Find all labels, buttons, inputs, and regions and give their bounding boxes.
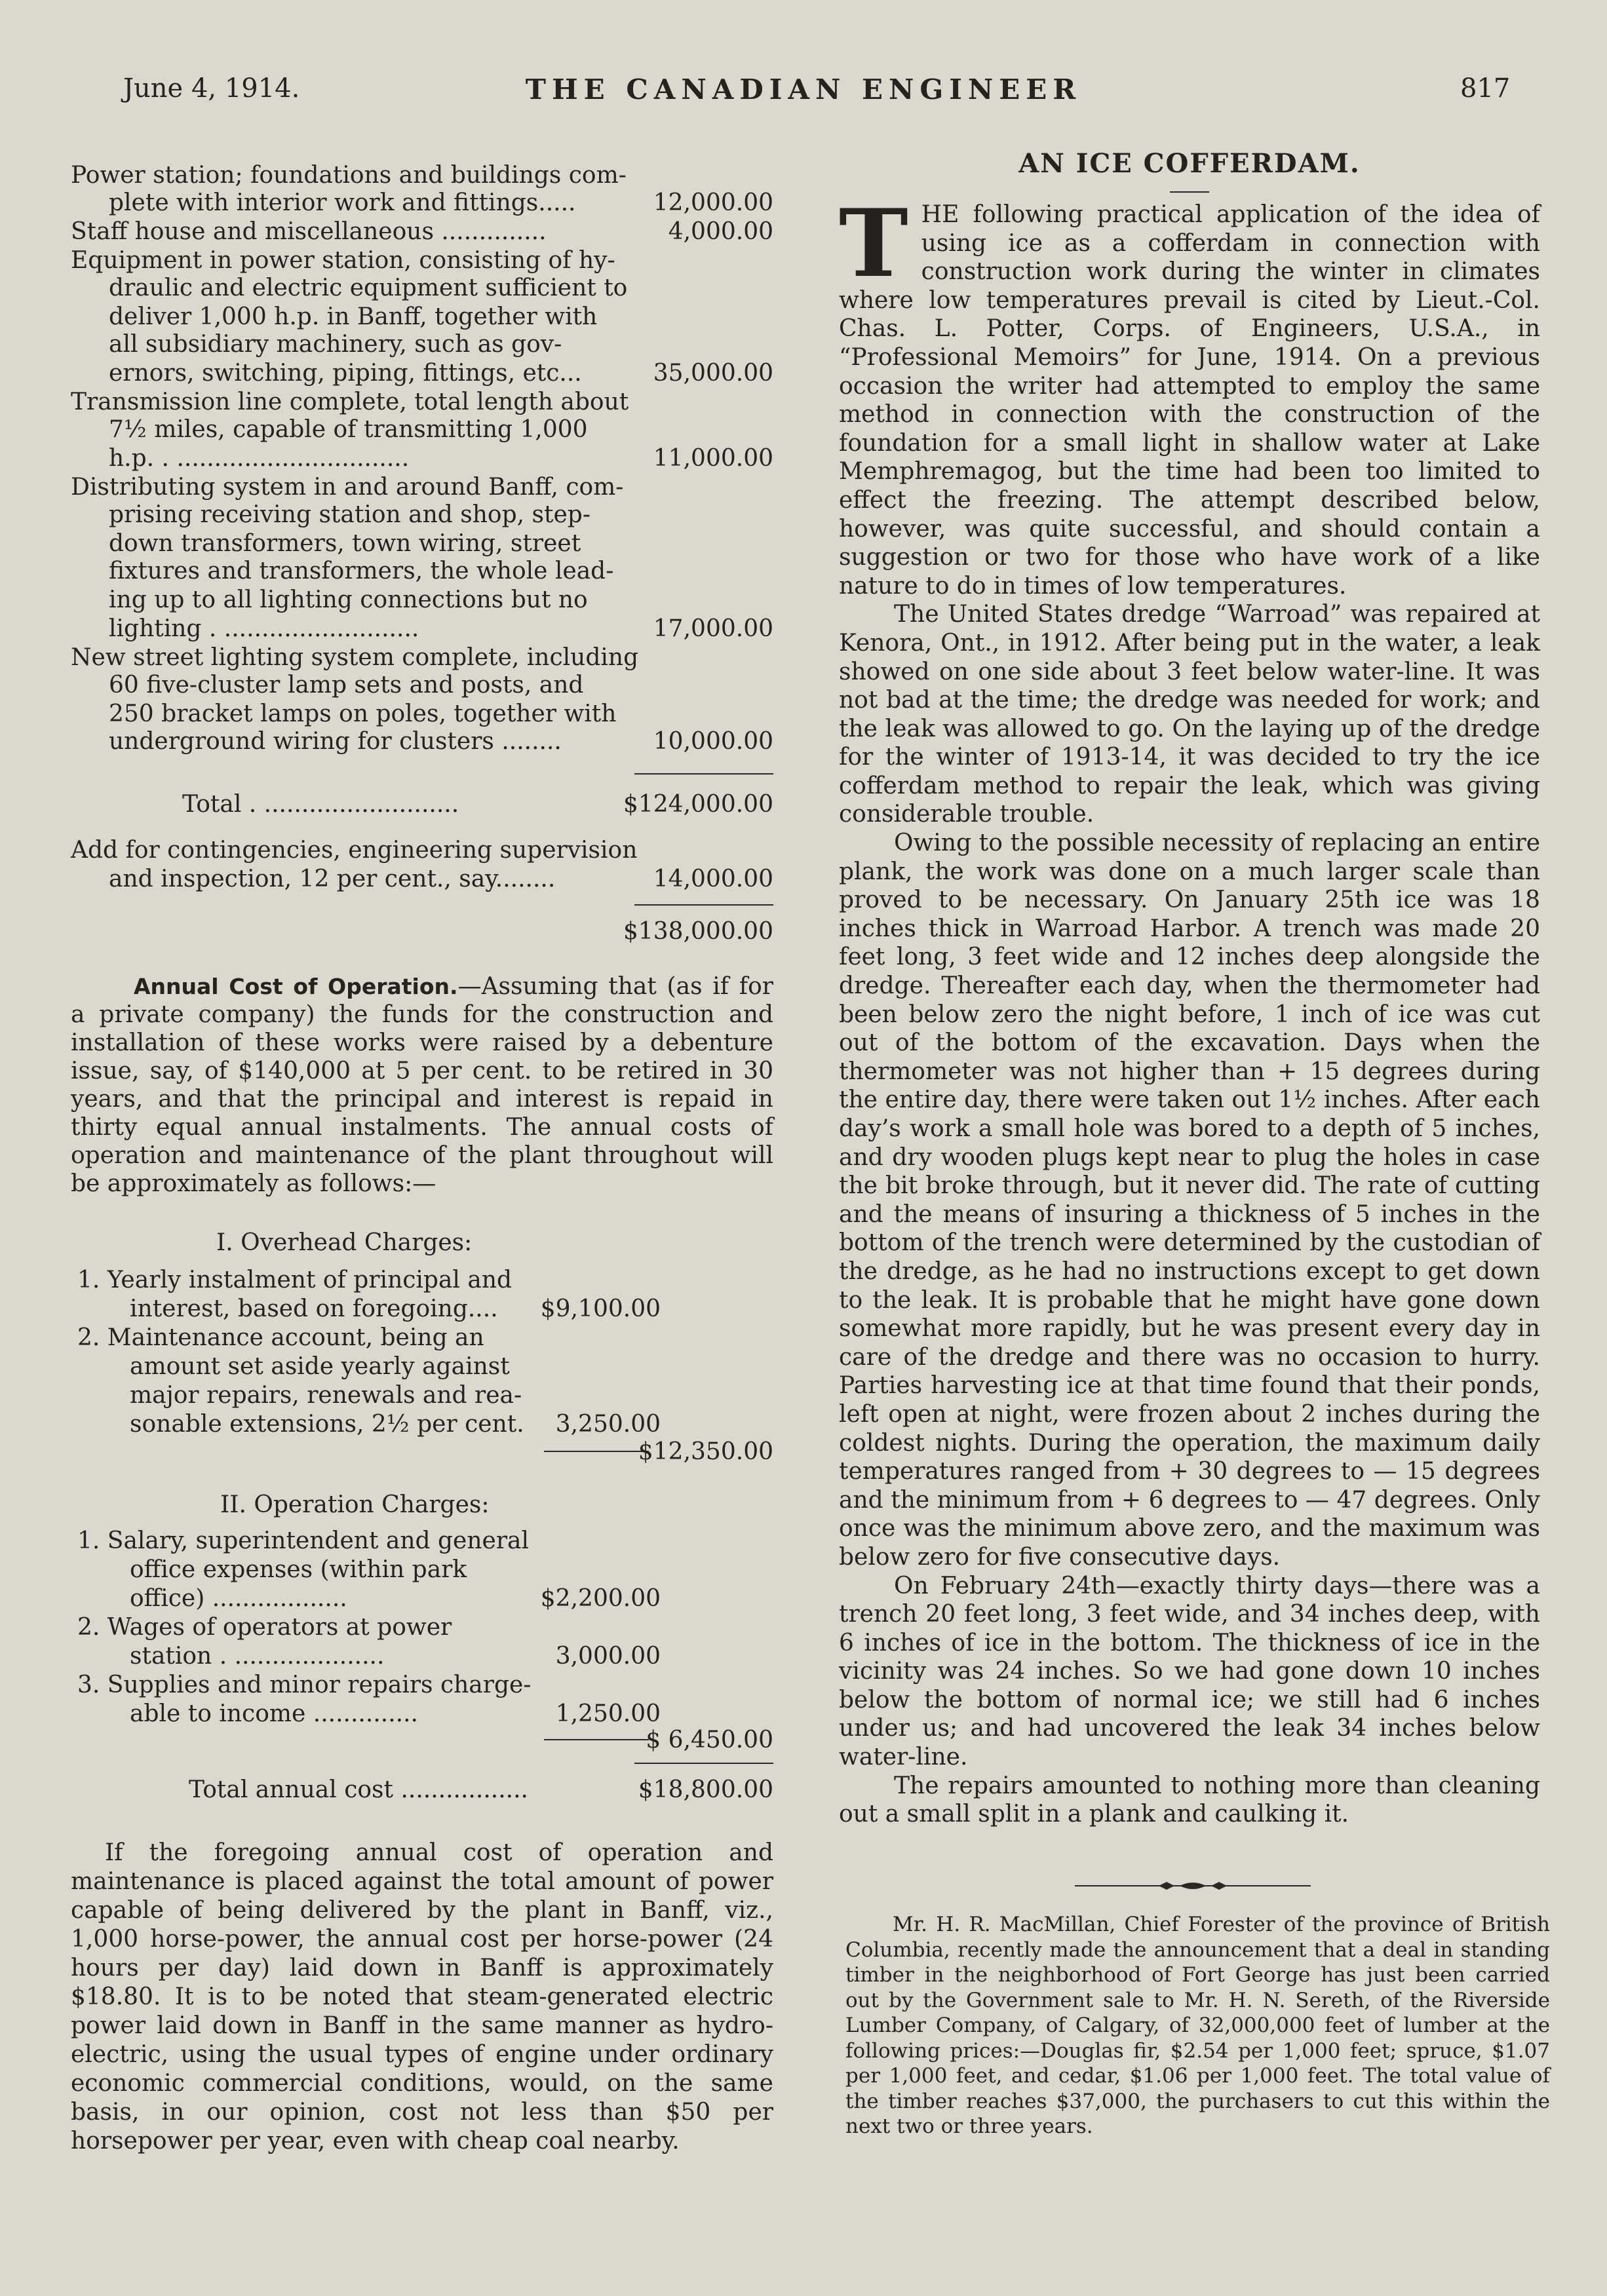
charge-row <box>77 1527 661 1556</box>
charge-row <box>77 1671 661 1700</box>
estimate-row <box>109 727 773 756</box>
annual-cost-paragraph <box>71 972 773 1198</box>
estimate-row <box>109 189 773 218</box>
charge-text: sonable extensions, 2½ per cent. <box>130 1411 524 1438</box>
annual-total-row <box>189 1776 773 1805</box>
estimate-row <box>71 161 773 190</box>
estimate-item-text: ernors, switching, piping, fittings, etc... <box>109 360 582 387</box>
contingency-amount: 14,000.00 <box>653 866 773 892</box>
estimate-total-row <box>182 790 773 819</box>
charge-text: 1. Salary, superintendent and general <box>77 1527 530 1554</box>
annual-total-amount: $18,800.00 <box>638 1776 773 1803</box>
estimate-item-text: underground wiring for clusters ........ <box>109 728 562 755</box>
estimate-amount: 11,000.00 <box>653 445 773 472</box>
page-number: 817 <box>1460 73 1511 104</box>
ornament-divider <box>1075 1876 1311 1896</box>
drop-cap: T <box>839 189 908 298</box>
charge-text: 2. Maintenance account, being an <box>77 1324 484 1351</box>
charge-amount: $9,100.00 <box>540 1295 661 1322</box>
sum-rule <box>634 773 773 775</box>
charge-amount: 3,250.00 <box>555 1411 661 1438</box>
article-paragraph: The repairs amounted to nothing more than cleaning out a small split in a plank and caulking it. <box>839 1772 1540 1828</box>
estimate-item-text: 250 bracket lamps on poles, together with <box>109 700 617 727</box>
estimate-item-text: 7½ miles, capable of transmitting 1,000 <box>109 416 588 443</box>
annual-cost-heading: Annual Cost of Operation. <box>134 974 458 999</box>
annual-cost-text: —Assuming that (as if for a private company) the funds for the construction and installation of these works were raised by a debenture issue, say, of $140,000 at 5 per cent. to be retired in 30 years, and that the principal and interest is repaid in thirty equal annual instalments. The annual costs of operation and maintenance of the plant throughout will be approximately as follows:— <box>71 973 773 1197</box>
estimate-amount: 4,000.00 <box>668 218 773 245</box>
estimate-row <box>71 246 773 275</box>
charge-text: 2. Wages of operators at power <box>77 1614 452 1641</box>
annual-total-label: Total annual cost ................. <box>189 1776 528 1803</box>
charge-text: station . .................... <box>130 1643 385 1670</box>
estimate-row <box>109 359 773 388</box>
charge-amount: 1,250.00 <box>555 1700 661 1727</box>
estimate-item-text: deliver 1,000 h.p. in Banff, together with <box>109 303 598 330</box>
total-amount: $124,000.00 <box>623 791 773 818</box>
contingency-text: Add for contingencies, engineering supervision <box>71 837 638 864</box>
title-rule <box>1170 191 1209 193</box>
estimate-amount: 17,000.00 <box>653 615 773 642</box>
charge-row <box>130 1381 661 1410</box>
sum-rule <box>544 1739 649 1740</box>
article-paragraph: Owing to the possible necessity of replacing an entire plank, the work was done on a much larger scale than proved to be necessary. On January 25th ice was 18 inches thick in Warroad Harbor. A trench was made 20 feet long, 3 feet wide and 12 inches deep alongside the dredge. Thereafter each day, when the thermometer had been below zero the night before, 1 inch of ice was cut out of the bottom of the excavation. Days when the thermometer was not higher than + 15 degrees during the entire day, there were taken out 1½ inches. After each day’s work a small hole was bored to a depth of 5 inches, and dry wooden plugs kept near to plug the holes in case the bit broke through, but it never did. The rate of cutting and the means of insuring a thickness of 5 inches in the bottom of the trench were determined by the custodian of the dredge, as he had no instructions except to get down to the leak. It is probable that he might have gone down somewhat more rapidly, but he was present every day in care of the dredge and there was no occasion to hurry. Parties harvesting ice at that time found that their ponds, left open at night, were frozen about 2 inches during the coldest nights. During the operation, the maximum daily temperatures ranged from + 30 degrees to — 15 degrees and the minimum from + 6 degrees to — 47 degrees. Only once was the minimum above zero, and the maximum was below zero for five consecutive days. <box>839 830 1540 1571</box>
estimate-item-text: Staff house and miscellaneous .............. <box>71 218 547 245</box>
charge-row <box>130 1700 661 1729</box>
contingency-text: and inspection, 12 per cent., say........ <box>109 866 556 892</box>
contingency-row <box>109 865 773 894</box>
estimate-row <box>71 388 773 417</box>
article-paragraph: The United States dredge “Warroad” was repaired at Kenora, Ont., in 1912. After being put in the water, a leak showed on one side about 3 feet below water-line. It was not bad at the time; the dredge was needed for work; and the leak was allowed to go. On the laying up of the dredge for the winter of 1913-14, it was decided to try the ice cofferdam method to repair the leak, which was giving considerable trouble. <box>839 601 1540 828</box>
operation-total-amount: $ 6,450.00 <box>646 1727 773 1753</box>
total-label: Total . .......................... <box>182 791 459 818</box>
grand-total-amount: $138,000.00 <box>623 918 773 945</box>
article-title: AN ICE COFFERDAM. <box>1018 148 1361 179</box>
article-paragraph: On February 24th—exactly thirty days—there was a trench 20 feet long, 3 feet wide, and 34 inches deep, with 6 inches of ice in the bottom. The thickness of ice in the vicinity was 24 inches. So we had gone down 10 inches below the bottom of normal ice; we still had 6 inches under us; and had uncovered the leak 34 inches below water-line. <box>839 1572 1540 1771</box>
estimate-row <box>109 415 773 444</box>
article-body <box>839 189 1540 1829</box>
estimate-row <box>109 330 773 359</box>
news-note: Mr. H. R. MacMillan, Chief Forester of the province of British Columbia, recently made the announcement that a deal in standing timber in the neighborhood of Fort George has just been carried out by the Government sale to Mr. H. N. Sereth, of the Riverside Lumber Company, of Calgary, of 32,000,000 feet of lumber at the following prices:—Douglas fir, $2.54 per 1,000 feet; spruce, $1.07 per 1,000 feet, and cedar, $1.06 per 1,000 feet. The total value of the timber reaches $37,000, the purchasers to cut this within the next two or three years. <box>845 1913 1550 2138</box>
charge-amount: $2,200.00 <box>540 1585 661 1612</box>
estimate-item-text: Transmission line complete, total length about <box>71 389 629 415</box>
charge-row <box>130 1556 661 1584</box>
charge-row <box>77 1613 661 1642</box>
estimate-amount: 35,000.00 <box>653 360 773 387</box>
charge-amount: 3,000.00 <box>555 1643 661 1670</box>
charge-text: 3. Supplies and minor repairs charge- <box>77 1672 532 1698</box>
header-date: June 4, 1914. <box>123 73 300 104</box>
estimate-item-text: 60 five-cluster lamp sets and posts, and <box>109 672 584 698</box>
estimate-item-text: New street lighting system complete, including <box>71 644 639 671</box>
article-paragraph <box>839 189 1540 600</box>
charge-row <box>130 1642 661 1671</box>
charge-row <box>130 1295 661 1324</box>
estimate-row <box>109 671 773 700</box>
estimate-row <box>71 473 773 502</box>
estimate-row <box>109 529 773 558</box>
estimate-row <box>109 444 773 473</box>
estimate-row <box>109 700 773 729</box>
estimate-amount: 12,000.00 <box>653 189 773 216</box>
charge-text: amount set aside yearly against <box>130 1353 510 1380</box>
estimate-row <box>109 501 773 529</box>
estimate-row <box>109 274 773 303</box>
estimate-item-text: lighting . .......................... <box>109 615 419 642</box>
estimate-item-text: prising receiving station and shop, step- <box>109 501 591 528</box>
estimate-row <box>109 557 773 586</box>
charge-text: 1. Yearly instalment of principal and <box>77 1267 513 1293</box>
charge-row <box>130 1352 661 1381</box>
estimate-row <box>71 643 773 672</box>
estimate-item-text: Power station; foundations and buildings com- <box>71 162 627 189</box>
estimate-item-text: draulic and electric equipment sufficient to <box>109 275 628 301</box>
estimate-row <box>109 303 773 332</box>
estimate-item-text: h.p. . ............................... <box>109 445 410 472</box>
sum-rule <box>634 904 773 906</box>
estimate-row <box>71 218 773 246</box>
contingency-row <box>71 836 773 865</box>
estimate-item-text: all subsidiary machinery, such as gov- <box>109 331 562 358</box>
estimate-item-text: ing up to all lighting connections but no <box>109 586 588 613</box>
estimate-item-text: Equipment in power station, consisting of hy- <box>71 247 615 274</box>
charge-row <box>130 1584 661 1613</box>
estimate-amount: 10,000.00 <box>653 728 773 755</box>
estimate-item-text: plete with interior work and fittings..... <box>109 189 576 216</box>
closing-paragraph: If the foregoing annual cost of operation and maintenance is placed against the total amount of power capable of being delivered by the plant in Banff, viz., 1,000 horse-power, the annual cost per horse-power (24 hours per day) laid down in Banff is approximately $18.80. It is to be noted that steam-generated electric power laid down in Banff in the same manner as hydro-electric, using the usual types of engine under ordinary economic commercial conditions, would, on the same basis, in our opinion, cost not less than $50 per horsepower per year, even with cheap coal nearby. <box>71 1839 773 2154</box>
charge-row <box>130 1410 661 1439</box>
overhead-heading: I. Overhead Charges: <box>216 1229 473 1256</box>
charge-text: interest, based on foregoing.... <box>130 1295 498 1322</box>
sum-rule <box>544 1451 649 1452</box>
operation-heading: II. Operation Charges: <box>220 1491 490 1518</box>
estimate-item-text: down transformers, town wiring, street <box>109 530 581 557</box>
article-paragraph-text: HE following practical application of the idea of using ice as a cofferdam in connection with construction work during the winter in climates where low temperatures prevail is cited by Lieut.-Col. Chas. L. Potter, Corps. of Engineers, U.S.A., in “Professional Memoirs” for June, 1914. On a previous occasion the writer had attempted to employ the same method in connection with the construction of the foundation for a small light in shallow water at Lake Memphremagog, but the time had been too limited to effect the freezing. The attempt described below, however, was quite successful, and should contain a suggestion or two for those who have work of a like nature to do in times of low temperatures. <box>839 201 1540 600</box>
charge-text: able to income .............. <box>130 1700 418 1727</box>
charge-text: major repairs, renewals and rea- <box>130 1382 522 1409</box>
sum-rule <box>634 1763 773 1764</box>
overhead-total-amount: $12,350.00 <box>638 1438 773 1465</box>
estimate-row <box>109 615 773 643</box>
journal-title: THE CANADIAN ENGINEER <box>525 73 1082 105</box>
estimate-item-text: Distributing system in and around Banff, com- <box>71 474 624 501</box>
charge-row <box>77 1266 661 1295</box>
charge-text: office) .................. <box>130 1585 347 1612</box>
estimate-row <box>109 586 773 615</box>
estimate-item-text: fixtures and transformers, the whole lead- <box>109 558 614 584</box>
charge-text: office expenses (within park <box>130 1556 467 1583</box>
charge-row <box>77 1324 661 1352</box>
